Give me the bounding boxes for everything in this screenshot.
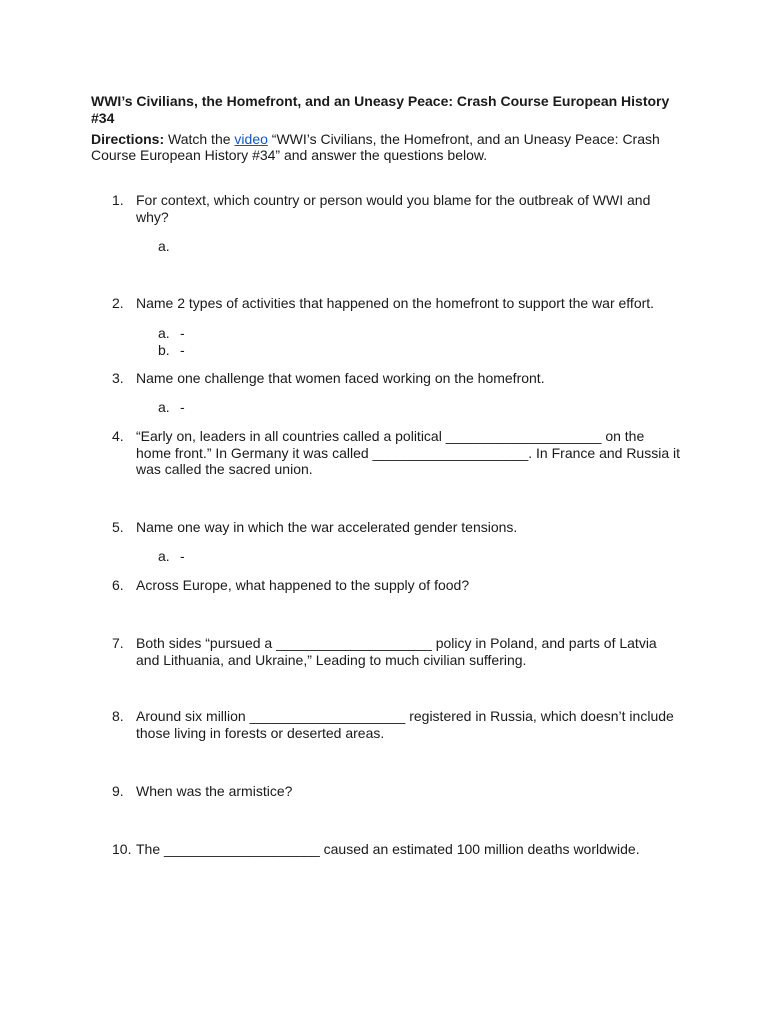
question-number: 7. <box>112 635 124 651</box>
question-text: Name one challenge that women faced working on the homefront. <box>136 370 545 386</box>
answer-letter: a. <box>158 325 170 341</box>
question-10 <box>112 841 682 858</box>
question-number: 3. <box>112 370 124 386</box>
question-number: 2. <box>112 295 124 311</box>
question-number: 10. <box>112 841 132 857</box>
question-4 <box>112 428 682 478</box>
directions <box>91 131 691 163</box>
question-text: When was the armistice? <box>136 783 293 799</box>
answer-5a <box>158 548 458 564</box>
question-3 <box>112 370 682 387</box>
worksheet-title: WWI’s Civilians, the Homefront, and an Uneasy Peace: Crash Course European History #34 <box>91 93 670 126</box>
answer-text: - <box>180 548 185 564</box>
question-7 <box>112 635 682 668</box>
answer-2b <box>158 342 458 358</box>
question-number: 4. <box>112 428 124 444</box>
question-6 <box>112 577 682 594</box>
answer-letter: a. <box>158 399 170 415</box>
answer-1a <box>158 238 458 254</box>
question-text: For context, which country or person would you blame for the outbreak of WWI and why? <box>136 192 651 225</box>
question-1 <box>112 192 682 225</box>
question-number: 6. <box>112 577 124 593</box>
question-number: 1. <box>112 192 124 208</box>
question-text: Name one way in which the war accelerated gender tensions. <box>136 519 518 535</box>
question-number: 8. <box>112 708 124 724</box>
video-link[interactable]: video <box>234 131 268 147</box>
question-text: The ____________________ caused an estimated 100 million deaths worldwide. <box>136 841 640 857</box>
answer-2a <box>158 325 458 341</box>
question-text: Around six million ____________________ registered in Russia, which doesn’t include those living in forests or deserted areas. <box>136 708 674 741</box>
directions-text-before-link: Watch the <box>164 131 235 147</box>
answer-text: - <box>180 342 185 358</box>
question-text: Across Europe, what happened to the supply of food? <box>136 577 470 593</box>
answer-letter: a. <box>158 548 170 564</box>
directions-label: Directions: <box>91 131 165 147</box>
question-9 <box>112 783 682 800</box>
question-8 <box>112 708 682 741</box>
question-text: “Early on, leaders in all countries called a political ____________________ on the home front.” In Germany it was called ____________________. In France and Russia it was called the sacred union. <box>136 428 680 477</box>
answer-text: - <box>180 399 185 415</box>
directions-text-after-link: “WWI’s Civilians, the Homefront, and an Uneasy Peace: Crash Course European History #34” and answer the questions below. <box>91 131 660 163</box>
answer-text: - <box>180 325 185 341</box>
answer-letter: a. <box>158 238 170 254</box>
question-2 <box>112 295 682 312</box>
question-number: 5. <box>112 519 124 535</box>
answer-letter: b. <box>158 342 170 358</box>
question-5 <box>112 519 682 536</box>
question-text: Both sides “pursued a ____________________ policy in Poland, and parts of Latvia and Lithuania, and Ukraine,” Leading to much civilian suffering. <box>136 635 657 668</box>
answer-3a <box>158 399 458 415</box>
question-text: Name 2 types of activities that happened on the homefront to support the war effort. <box>136 295 655 311</box>
question-number: 9. <box>112 783 124 799</box>
